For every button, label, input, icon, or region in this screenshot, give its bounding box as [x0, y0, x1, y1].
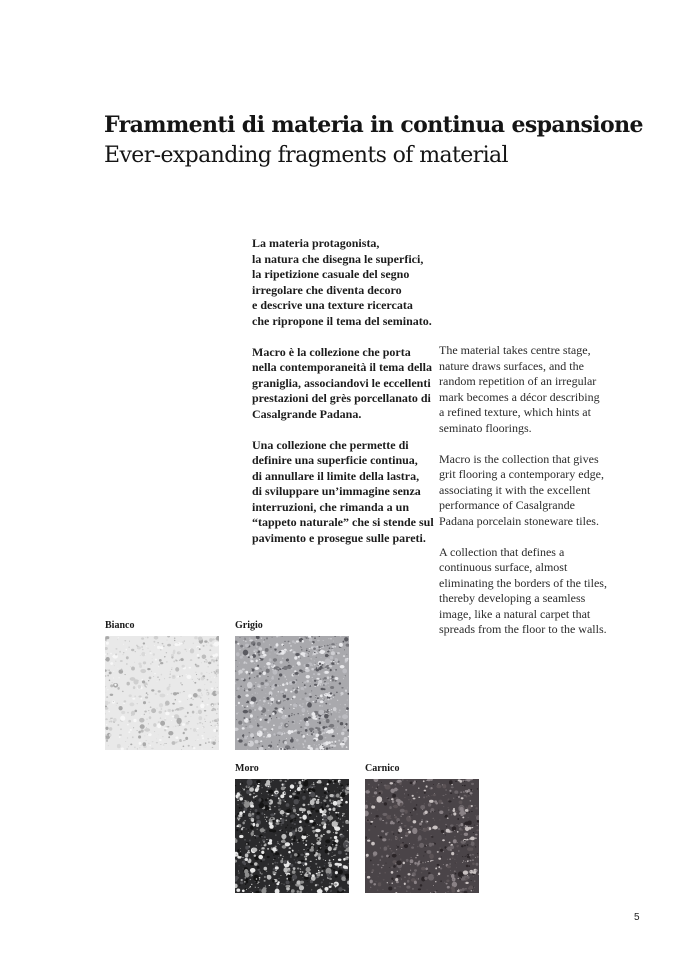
- text-line: interruzioni, che rimanda a un: [252, 499, 410, 514]
- terrazzo-texture: [235, 636, 349, 750]
- swatch-label-bianco: Bianco: [105, 620, 135, 631]
- text-line: mark becomes a décor describing: [439, 389, 600, 404]
- swatch-grigio: [235, 636, 349, 750]
- english-text-column: [439, 343, 629, 653]
- text-line: Macro is the collection that gives: [439, 451, 599, 466]
- text-line: definire una superficie continua,: [252, 453, 418, 467]
- text-line: thereby developing a seamless: [439, 591, 586, 605]
- heading-english: Ever-expanding fragments of material: [104, 143, 508, 168]
- text-line: “tappeto naturale” che si stende sul: [252, 515, 434, 529]
- swatch-label-moro: Moro: [235, 763, 259, 774]
- italian-text-column: [252, 236, 432, 562]
- text-line: continuous surface, almost: [439, 560, 568, 574]
- swatch-label-carnico: Carnico: [365, 763, 400, 774]
- terrazzo-texture: [105, 636, 219, 750]
- italian-paragraph: [252, 236, 432, 329]
- terrazzo-texture: [365, 779, 479, 893]
- text-line: random repetition of an irregular: [439, 374, 597, 388]
- text-line: Padana porcelain stoneware tiles.: [439, 513, 599, 528]
- swatch-carnico: [365, 779, 479, 893]
- text-line: spreads from the floor to the walls.: [439, 622, 607, 636]
- text-line: nella contemporaneità il tema della: [252, 360, 432, 374]
- text-line: nature draws surfaces, and the: [439, 358, 584, 373]
- text-line: La materia protagonista,: [252, 236, 380, 250]
- text-line: di annullare il limite della lastra,: [252, 468, 420, 483]
- text-line: associating it with the excellent: [439, 482, 591, 497]
- text-line: pavimento e prosegue sulle pareti.: [252, 530, 426, 545]
- text-line: seminato floorings.: [439, 420, 532, 435]
- text-line: prestazioni del grès porcellanato di: [252, 391, 431, 405]
- italian-paragraph: [252, 438, 432, 547]
- text-line: irregolare che diventa decoro: [252, 282, 402, 297]
- heading-italian: Frammenti di materia in continua espansione: [104, 112, 643, 138]
- page-number: 5: [634, 912, 640, 923]
- text-line: performance of Casalgrande: [439, 498, 575, 512]
- swatch-moro: [235, 779, 349, 893]
- text-line: grit flooring a contemporary edge,: [439, 467, 604, 481]
- text-line: e descrive una texture ricercata: [252, 298, 413, 312]
- text-line: graniglia, associandovi le eccellenti: [252, 375, 431, 390]
- italian-paragraph: [252, 345, 432, 423]
- swatch-label-grigio: Grigio: [235, 620, 263, 631]
- terrazzo-texture: [235, 779, 349, 893]
- english-paragraph: [439, 545, 629, 638]
- english-paragraph: [439, 343, 629, 436]
- text-line: Una collezione che permette di: [252, 437, 409, 452]
- text-line: The material takes centre stage,: [439, 343, 591, 357]
- text-line: che ripropone il tema del seminato.: [252, 313, 432, 328]
- text-line: a refined texture, which hints at: [439, 405, 591, 419]
- swatch-bianco: [105, 636, 219, 750]
- text-line: di sviluppare un’immagine senza: [252, 484, 421, 498]
- text-line: la ripetizione casuale del segno: [252, 267, 410, 281]
- text-line: image, like a natural carpet that: [439, 606, 591, 621]
- text-line: eliminating the borders of the tiles,: [439, 575, 607, 590]
- english-paragraph: [439, 452, 629, 530]
- text-line: Macro è la collezione che porta: [252, 344, 411, 359]
- text-line: Casalgrande Padana.: [252, 406, 362, 421]
- text-line: la natura che disegna le superfici,: [252, 251, 424, 266]
- text-line: A collection that defines a: [439, 544, 565, 559]
